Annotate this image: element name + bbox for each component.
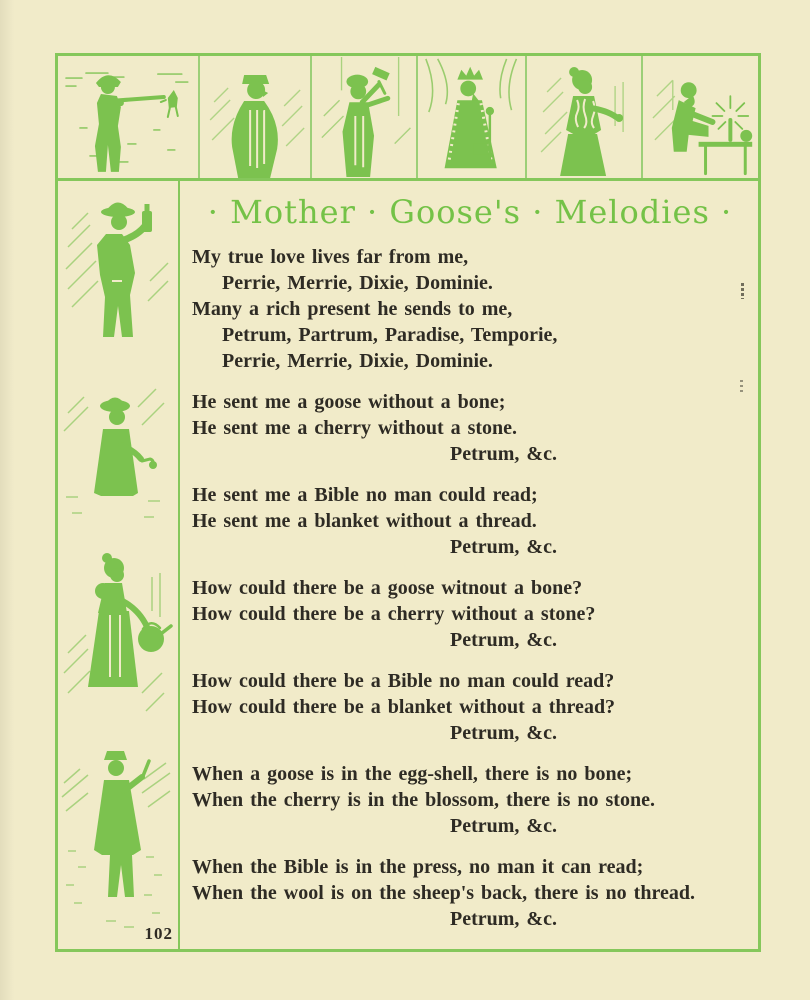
- poem-line: Perrie, Merrie, Dixie, Dominie.: [222, 272, 493, 294]
- poem-line: When a goose is in the egg-shell, there is no bone;: [192, 763, 633, 785]
- woman-carrying-kettle-illustration: [58, 543, 178, 731]
- refrain-line: Petrum, &c.: [450, 629, 557, 651]
- man-in-smock-knife-illustration: [58, 731, 178, 936]
- frieze-panel-woman: [527, 56, 643, 178]
- poem-line: He sent me a cherry without a stone.: [192, 417, 518, 439]
- stanza-1: [192, 244, 748, 374]
- vignette-man-smock: [58, 731, 178, 936]
- refrain-line: Petrum, &c.: [450, 536, 557, 558]
- frieze-panel-king: [418, 56, 526, 178]
- poem-line: How could there be a cherry without a stone?: [192, 603, 596, 625]
- stanza-3: [192, 482, 748, 560]
- man-with-pipe-illustration: [58, 377, 178, 543]
- stanza-6: [192, 761, 748, 839]
- poem-line: When the Bible is in the press, no man it can read;: [192, 856, 644, 878]
- refrain-line: Petrum, &c.: [450, 443, 557, 465]
- refrain-line: Petrum, &c.: [450, 815, 557, 837]
- vignette-woman-kettle: [58, 543, 178, 731]
- ink-mark: [740, 380, 743, 392]
- poem-line: How could there be a goose witnout a bone?: [192, 577, 583, 599]
- page-number: 102: [144, 924, 173, 943]
- poem-line: Perrie, Merrie, Dixie, Dominie.: [222, 350, 493, 372]
- man-at-table-candle-illustration: [643, 56, 758, 178]
- stanza-4: [192, 575, 748, 653]
- poem-line: He sent me a goose without a bone;: [192, 391, 506, 413]
- poem-line: When the cherry is in the blossom, there is no stone.: [192, 789, 655, 811]
- poem-area: [180, 181, 758, 949]
- frieze: [58, 56, 758, 181]
- frieze-panel-hunter: [58, 56, 200, 178]
- man-holding-bottle-illustration: [58, 185, 178, 377]
- page-title: · Mother · Goose's · Melodies ·: [207, 193, 733, 231]
- poem-line: Petrum, Partrum, Paradise, Temporie,: [222, 324, 558, 346]
- man-raising-hammer-illustration: [312, 56, 416, 178]
- stanza-5: [192, 668, 748, 746]
- vignette-man-bottle: [58, 185, 178, 377]
- illustration-column: [58, 181, 180, 949]
- frieze-panel-hammer-man: [312, 56, 418, 178]
- refrain-line: Petrum, &c.: [450, 908, 557, 930]
- frieze-panel-stout-man: [200, 56, 312, 178]
- stanza-7: [192, 854, 748, 932]
- poem-line: How could there be a blanket without a thread?: [192, 696, 616, 718]
- ink-mark: [741, 283, 744, 299]
- stanza-2: [192, 389, 748, 467]
- page-frame: [55, 53, 761, 952]
- poem-line: He sent me a blanket without a thread.: [192, 510, 537, 532]
- woman-striped-dress-illustration: [527, 56, 641, 178]
- vignette-man-pipe: [58, 377, 178, 543]
- stout-man-in-cap-illustration: [200, 56, 310, 178]
- poem-line: Many a rich present he sends to me,: [192, 298, 513, 320]
- hunter-shooting-deer-illustration: [58, 56, 198, 178]
- refrain-line: Petrum, &c.: [450, 722, 557, 744]
- frieze-panel-table-man: [643, 56, 758, 178]
- poem-line: How could there be a Bible no man could read?: [192, 670, 615, 692]
- king-in-robe-illustration: [418, 56, 524, 178]
- poem-line: My true love lives far from me,: [192, 246, 469, 268]
- poem-line: He sent me a Bible no man could read;: [192, 484, 538, 506]
- poem-line: When the wool is on the sheep's back, there is no thread.: [192, 882, 695, 904]
